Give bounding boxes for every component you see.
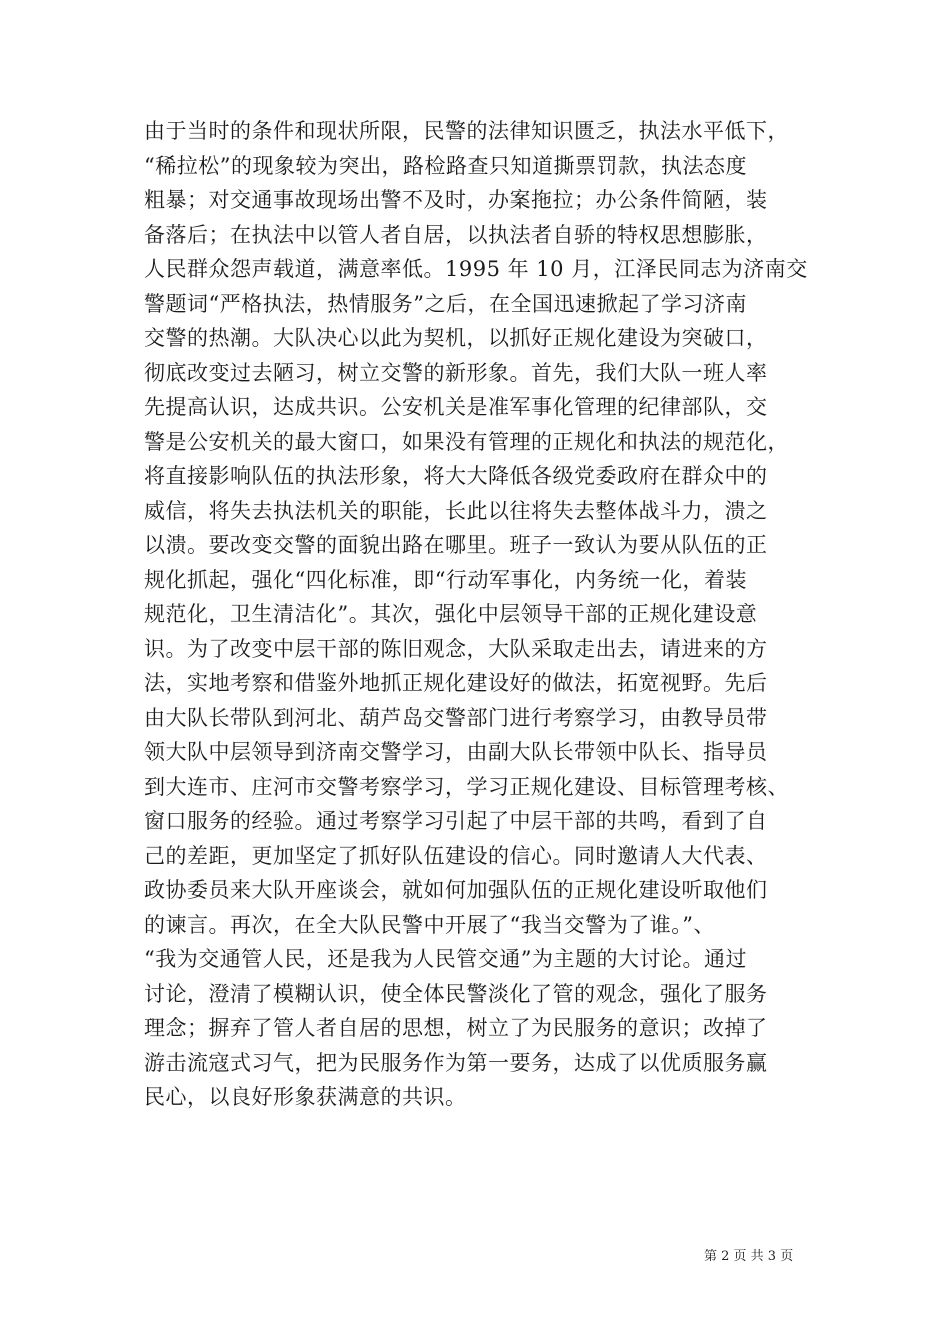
text-line: 讨论，澄清了模糊认识，使全体民警淡化了管的观念，强化了服务 — [144, 981, 768, 1006]
text-line: 人民群众怨声载道，满意率低。1995 年 10 月，江泽民同志为济南交 — [144, 257, 808, 281]
text-line: 规范化，卫生清洁化”。其次，强化中层领导干部的正规化建设意 — [144, 602, 758, 626]
text-line: 领大队中层领导到济南交警学习，由副大队长带领中队长、指导员 — [144, 740, 768, 764]
text-line: 由于当时的条件和现状所限，民警的法律知识匮乏，执法水平低下， — [144, 119, 789, 143]
text-line: 到大连市、庄河市交警考察学习，学习正规化建设、目标管理考核、 — [144, 774, 789, 799]
text-line: 政协委员来大队开座谈会，就如何加强队伍的正规化建设听取他们 — [144, 878, 768, 902]
text-line: 警是公安机关的最大窗口，如果没有管理的正规化和执法的规范化， — [144, 429, 789, 454]
text-line: “我为交通管人民，还是我为人民管交通”为主题的大讨论。通过 — [144, 947, 747, 971]
text-line: 窗口服务的经验。通过考察学习引起了中层干部的共鸣，看到了自 — [144, 809, 768, 833]
body-paragraph — [144, 114, 824, 1115]
text-line: 先提高认识，达成共识。公安机关是准军事化管理的纪律部队，交 — [144, 395, 768, 419]
text-line: 己的差距，更加坚定了抓好队伍建设的信心。同时邀请人大代表、 — [144, 843, 768, 868]
text-line: 规化抓起，强化“四化标准，即“行动军事化，内务统一化，着装 — [144, 567, 747, 592]
text-line: “稀拉松”的现象较为突出，路检路查只知道撕票罚款，执法态度 — [144, 153, 747, 178]
text-line: 识。为了改变中层干部的陈旧观念，大队采取走出去，请进来的方 — [144, 636, 768, 661]
text-line: 交警的热潮。大队决心以此为契机，以抓好正规化建设为突破口， — [144, 326, 768, 350]
text-line: 彻底改变过去陋习，树立交警的新形象。首先，我们大队一班人率 — [144, 360, 768, 385]
text-line: 法，实地考察和借鉴外地抓正规化建设好的做法，拓宽视野。先后 — [144, 671, 768, 695]
text-line: 由大队长带队到河北、葫芦岛交警部门进行考察学习，由教导员带 — [144, 705, 768, 730]
text-line: 警题词“严格执法，热情服务”之后，在全国迅速掀起了学习济南 — [144, 291, 747, 316]
text-line: 游击流寇式习气，把为民服务作为第一要务，达成了以优质服务赢 — [144, 1050, 768, 1075]
text-line: 将直接影响队伍的执法形象，将大大降低各级党委政府在群众中的 — [144, 464, 768, 488]
text-line: 威信，将失去执法机关的职能，长此以往将失去整体战斗力，溃之 — [144, 498, 768, 523]
text-line: 的谏言。再次，在全大队民警中开展了“我当交警为了谁。”、 — [144, 912, 715, 937]
page-number-footer: 第 2 页 共 3 页 — [704, 1249, 794, 1264]
text-line: 备落后；在执法中以管人者自居，以执法者自骄的特权思想膨胀， — [144, 222, 768, 247]
text-line: 理念；摒弃了管人者自居的思想，树立了为民服务的意识；改掉了 — [144, 1016, 768, 1040]
text-line: 以溃。要改变交警的面貌出路在哪里。班子一致认为要从队伍的正 — [144, 533, 768, 557]
text-line: 民心，以良好形象获满意的共识。 — [144, 1085, 467, 1109]
text-line: 粗暴；对交通事故现场出警不及时，办案拖拉；办公条件简陋，装 — [144, 188, 768, 212]
